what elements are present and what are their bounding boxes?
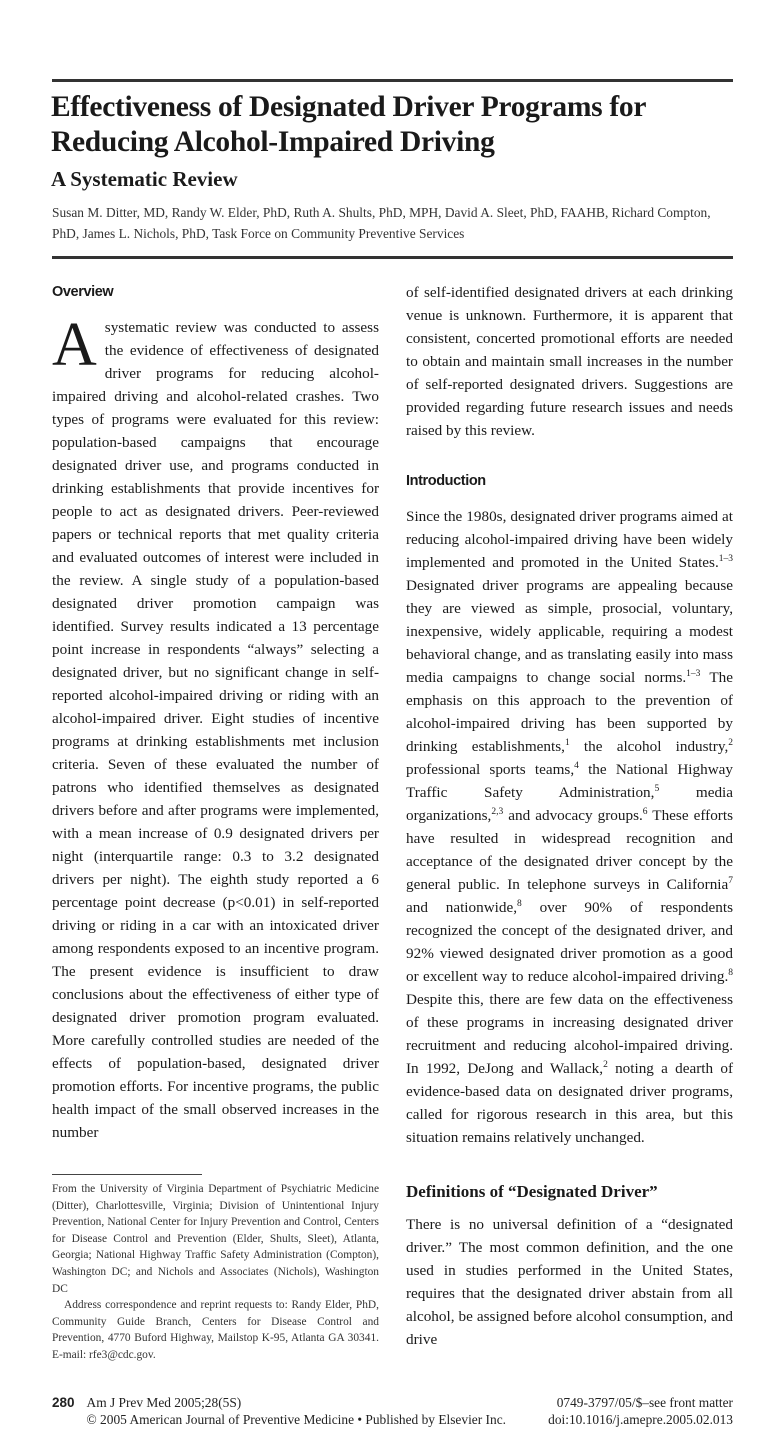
top-rule [52,79,733,82]
intro-text-segment: and advocacy groups. [503,807,643,824]
footer-citation-block [87,1394,506,1428]
overview-heading: Overview [52,284,114,300]
footer-left [52,1394,506,1428]
correspondence: Address correspondence and reprint requests to: Randy Elder, PhD, Community Guide Branch, Centers for Disease Control and Prevention, 4770 Buford Highway, Mailstop K-95, Atlanta GA 30341. E-mail: rfe3@cdc.gov. [52,1299,379,1361]
citation-superscript: 8 [728,968,733,978]
intro-text-segment: the alcohol industry, [569,738,729,755]
issn: 0749-3797/05/$–see front matter [556,1394,733,1410]
introduction-heading: Introduction [406,473,486,489]
citation-superscript: 7 [728,876,733,886]
citation-superscript: 2 [728,738,733,748]
definitions-heading: Definitions of “Designated Driver” [406,1182,658,1201]
header-bottom-rule [52,256,733,259]
overview-paragraph [52,311,379,1144]
citation-superscript: 6 [642,807,648,817]
article-subtitle: A Systematic Review [51,167,238,191]
intro-text-segment: These efforts have resulted in widespread recognition and acceptance of the designated driver concept by the general public. In telephone surveys in California [406,807,733,893]
article-title: Effectiveness of Designated Driver Programs for Reducing Alcohol-Impaired Driving [51,91,646,158]
affiliations: From the University of Virginia Department of Psychiatric Medicine (Ditter), Charlottesville, Virginia; Division of Unintentional Injury Prevention, National Center for Injury Prevention and Control, Centers for Disease Control and Prevention (Elder, Shults, Sleet), Atlanta, Georgia; National Highway Traffic Safety Administration (Compton), Washington DC; and Nichols and Associates (Nichols), Washington DC [52,1183,379,1295]
intro-text-segment: the National Highway Traffic Safety Administration, [406,761,733,801]
definitions-paragraph: There is no universal definition of a “designated driver.” The most common definition, and the one used in studies performed in the United States, requires that the designated driver abstain from all alcohol, be assigned before alcohol consumption, and drive [406,1216,733,1348]
intro-text-segment: over 90% of respondents recognized the concept of the designated driver, and 92% viewed designated driver promotion as a good or excellent way to reduce alcohol-impaired driving. [406,899,733,985]
journal-citation: Am J Prev Med 2005;28(5S) [86,1394,242,1410]
intro-text-segment: Designated driver programs are appealing because they are viewed as simple, prosocial, voluntary, inexpensive, widely applicable, requiring a modest behavioral change, and as translating easily into mass media campaigns to change social norms. [406,577,733,686]
footnote [52,1181,379,1364]
left-column [52,281,379,1364]
overview-continuation: of self-identified designated drivers at each drinking venue is unknown. Furthermore, it is apparent that consistent, concerted promotional efforts are needed to obtain and maintain small increases in the number of self-reported designated drivers. Suggestions are provided regarding future research issues and needs raised by this review. [406,284,733,439]
intro-text-segment: and nationwide, [406,899,518,916]
citation-superscript: 2 [603,1060,608,1070]
citation-superscript: 1 [564,738,570,748]
drop-cap: A [52,311,97,379]
citation-superscript: 4 [574,761,579,771]
doi: doi:10.1016/j.amepre.2005.02.013 [548,1411,733,1427]
intro-text-segment: Since the 1980s, designated driver programs aimed at reducing alcohol-impaired driving have been widely implemented and promoted in the United States. [406,508,733,571]
intro-text-segment: professional sports teams, [406,761,575,778]
citation-superscript: 1–3 [686,669,701,679]
intro-text-segment: Despite this, there are few data on the effectiveness of these programs in increasing designated driver recruitment and reducing alcohol-impaired driving. In 1992, DeJong and Wallack, [406,991,733,1077]
intro-text-segment: media organizations, [406,784,733,824]
footer-right [548,1394,733,1428]
intro-text-segment: The emphasis on this approach to the prevention of alcohol-impaired driving has been supported by drinking establishments, [406,669,733,755]
overview-text: systematic review was conducted to assess the evidence of effectiveness of designated driver programs for reducing alcohol-impaired driving and alcohol-related crashes. Two types of programs were evaluated for this review: population-based campaigns that encourage designated driver use, and programs conducted in drinking establishments that provide incentives for people to act as designated drivers. Peer-reviewed papers or technical reports that met quality criteria and evaluated outcomes of interest were included in the review. A single study of a population-based designated driver promotion campaign was identified. Survey results indicated a 13 percentage point increase in respondents “always” selecting a designated driver, but no significant change in self-reported alcohol-impaired driving or riding with an alcohol-impaired driver. Eight studies of incentive programs at drinking establishments met inclusion criteria. Seven of these evaluated the number of patrons who identified themselves as designated drivers before and after programs were implemented, with a mean increase of 0.9 designated drivers per night (interquartile range: 0.3 to 3.2 designated drivers per night). The eighth study reported a 6 percentage point decrease (p<0.01) in self-reported driving or riding in a car with an intoxicated driver among respondents exposed to an incentive program. The present evidence is insufficient to draw conclusions about the effectiveness of either type of designated driver promotion program evaluated. More carefully controlled studies are needed of the effects of population-based, designated driver promotion efforts. For incentive programs, the public health impact of the small observed increases in the number [52,319,379,1141]
intro-text-segment: noting a dearth of evidence-based data on designated driver programs, called for rigorous research in this area, but this situation remains relatively unchanged. [406,1060,733,1146]
citation-superscript: 1–3 [718,554,733,564]
citation-superscript: 2,3 [491,807,504,817]
citation-superscript: 8 [517,899,522,909]
author-list: Susan M. Ditter, MD, Randy W. Elder, PhD, Ruth A. Shults, PhD, MPH, David A. Sleet, PhD, FAAHB, Richard Compton, PhD, James L. Nichols, PhD, Task Force on Community Preventive Services [52,205,711,241]
copyright: © 2005 American Journal of Preventive Medicine • Published by Elsevier Inc. [86,1411,506,1427]
page-number: 280 [52,1394,75,1410]
body-columns [52,281,733,1364]
introduction-paragraph [406,505,733,1149]
footnote-rule [52,1174,202,1175]
right-column [406,281,733,1364]
page-footer [52,1394,733,1428]
citation-superscript: 5 [654,784,660,794]
